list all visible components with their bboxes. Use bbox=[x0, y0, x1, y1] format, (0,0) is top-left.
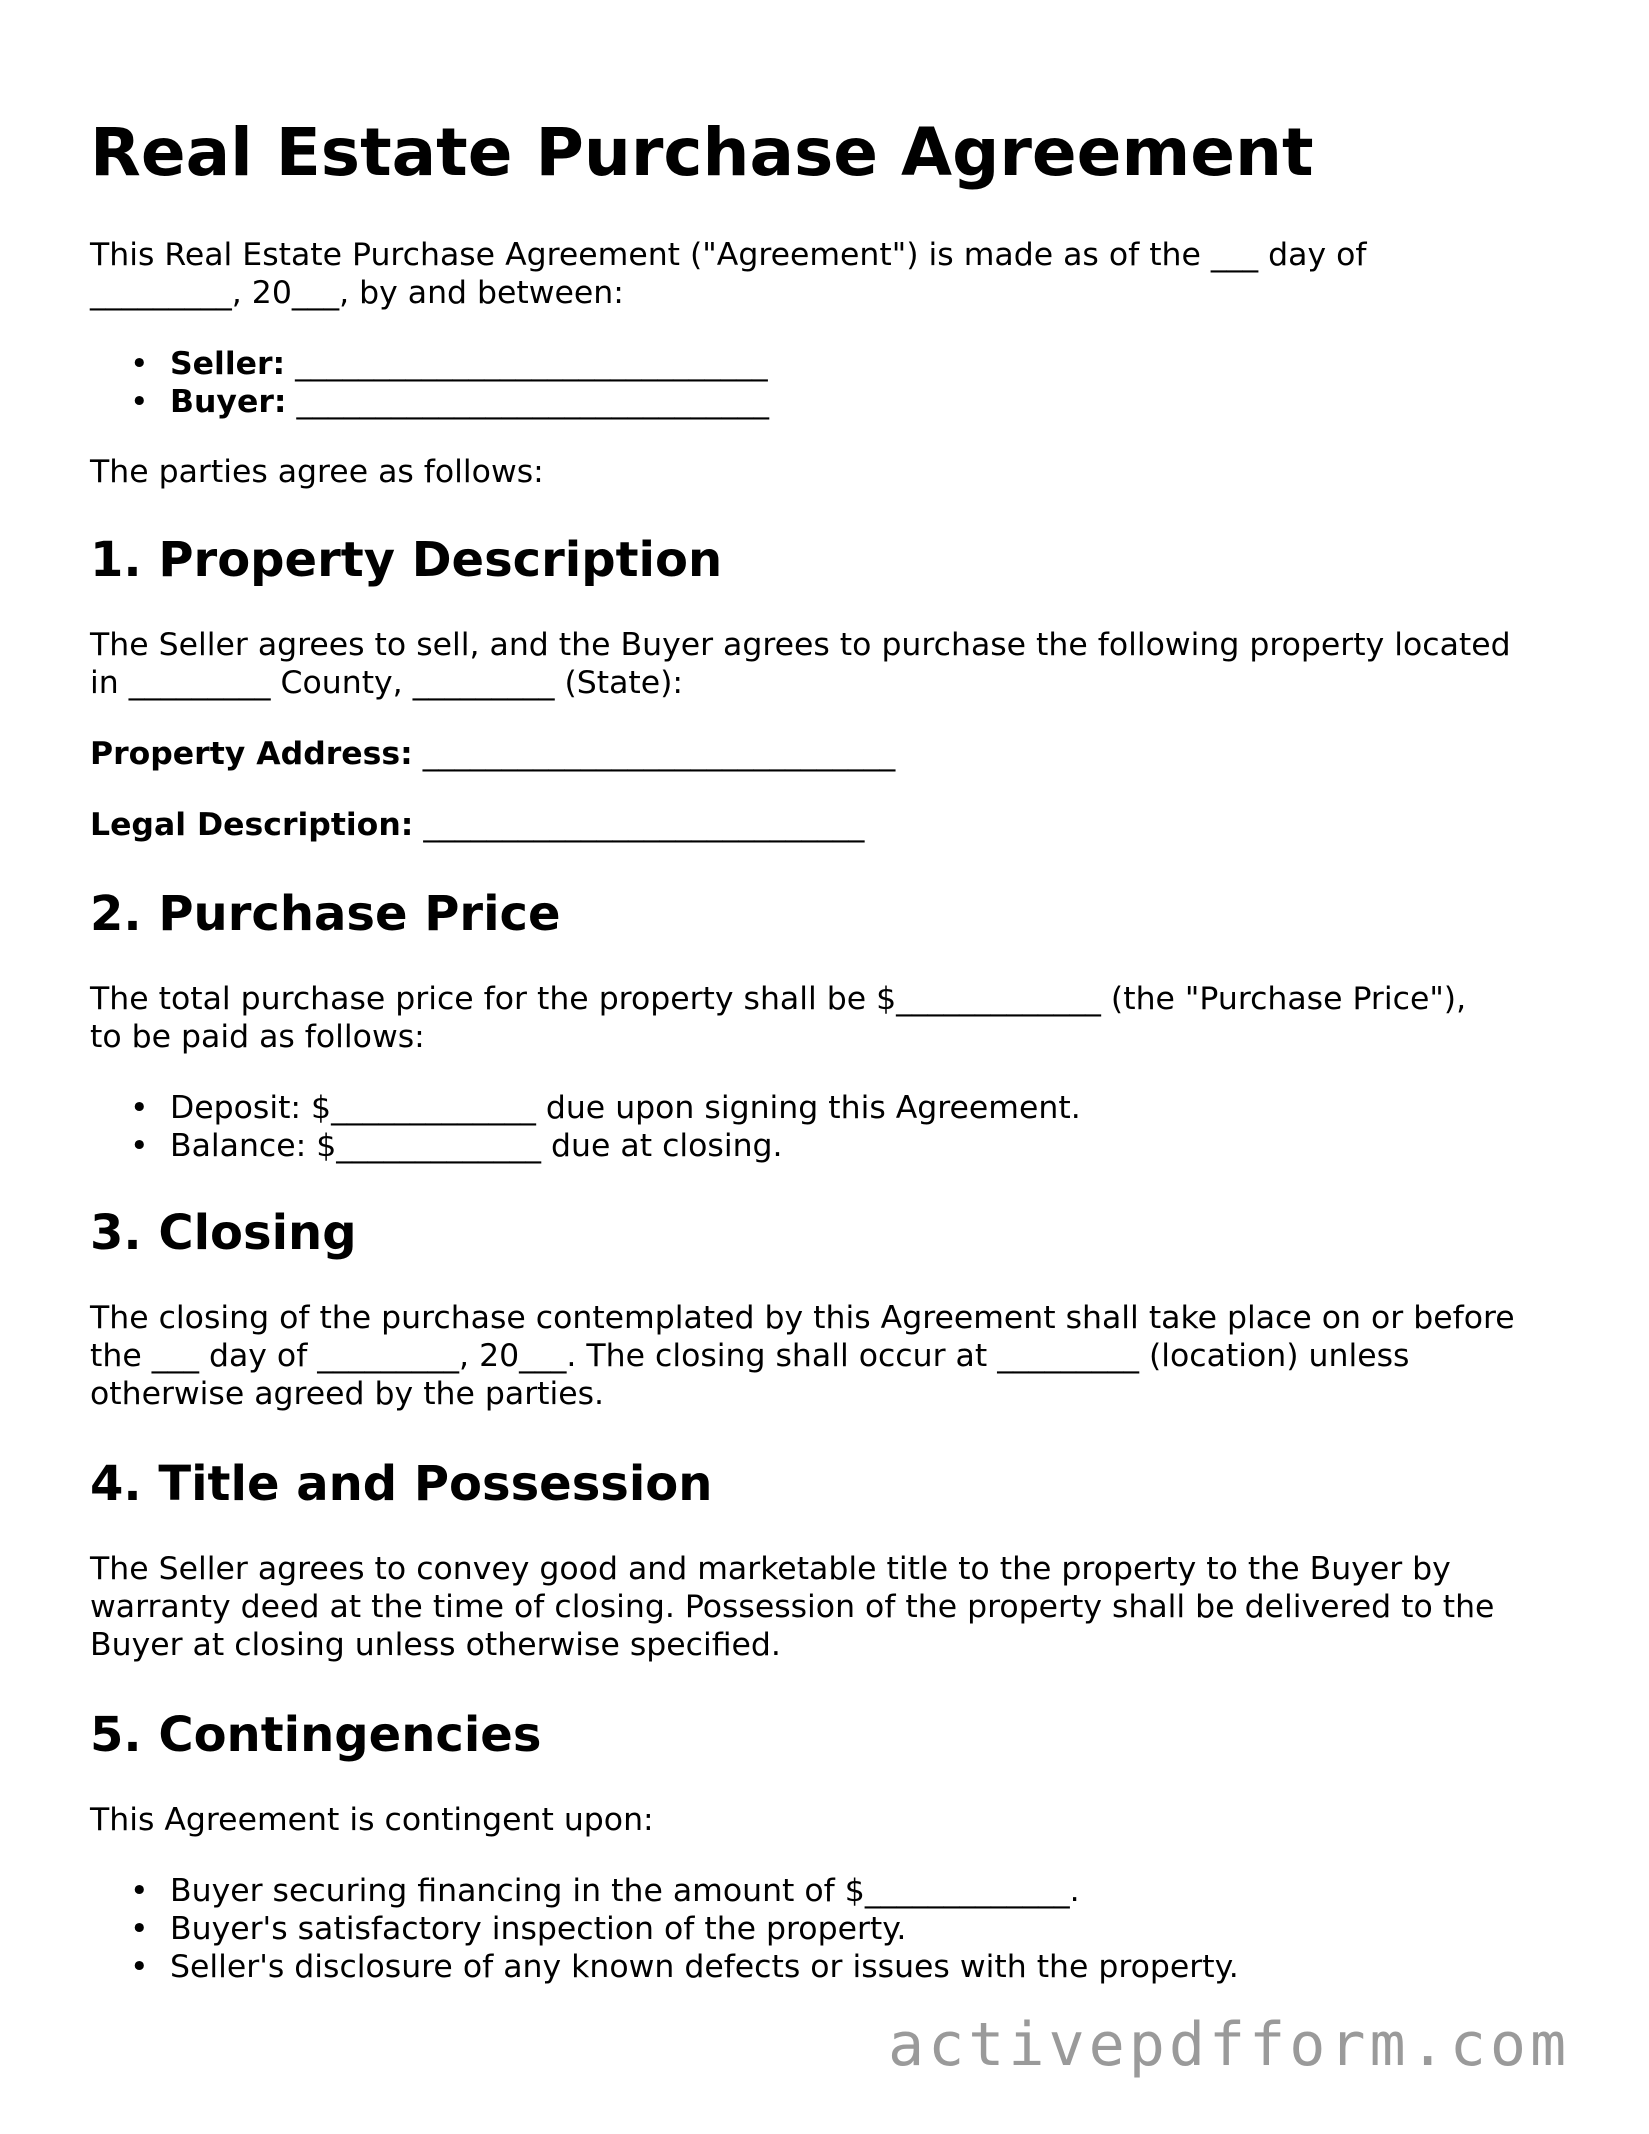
section-heading-price: 2. Purchase Price bbox=[90, 886, 561, 942]
page-title: Real Estate Purchase Agreement bbox=[90, 114, 1314, 191]
section-heading-title-possession: 4. Title and Possession bbox=[90, 1456, 713, 1512]
property-address-field bbox=[90, 735, 1570, 773]
party-seller-label: Seller: bbox=[170, 346, 286, 382]
closing-line: otherwise agreed by the parties. bbox=[90, 1376, 605, 1412]
price-payment-list bbox=[90, 1089, 1081, 1165]
closing-line: The closing of the purchase contemplated by this Agreement shall take place on or before bbox=[90, 1300, 1515, 1336]
closing-line: the ___ day of _________, 20___. The closing shall occur at _________ (location) unless bbox=[90, 1338, 1410, 1374]
section-heading-property: 1. Property Description bbox=[90, 532, 723, 588]
price-line: to be paid as follows: bbox=[90, 1019, 425, 1055]
closing-paragraph bbox=[90, 1299, 1570, 1413]
parties-list bbox=[90, 345, 769, 421]
title-possession-line: Buyer at closing unless otherwise specified. bbox=[90, 1627, 781, 1663]
list-item: • Deposit: $_____________ due upon signing this Agreement. bbox=[90, 1089, 1081, 1127]
property-address-blank: ______________________________ bbox=[412, 736, 896, 772]
section-heading-contingencies: 5. Contingencies bbox=[90, 1707, 542, 1763]
list-item: • Buyer's satisfactory inspection of the property. bbox=[90, 1910, 1239, 1948]
agree-text: The parties agree as follows: bbox=[90, 454, 544, 490]
intro-line: This Real Estate Purchase Agreement ("Agreement") is made as of the ___ day of bbox=[90, 237, 1367, 273]
party-buyer-label: Buyer: bbox=[170, 384, 287, 420]
property-line: in _________ County, _________ (State): bbox=[90, 665, 684, 701]
contingencies-intro: This Agreement is contingent upon: bbox=[90, 1802, 654, 1838]
property-line: The Seller agrees to sell, and the Buyer agrees to purchase the following property located bbox=[90, 627, 1511, 663]
title-possession-line: warranty deed at the time of closing. Possession of the property shall be delivered to the bbox=[90, 1589, 1495, 1625]
price-line: The total purchase price for the property shall be $_____________ (the "Purchase Price"), bbox=[90, 981, 1467, 1017]
intro-paragraph bbox=[90, 236, 1570, 312]
legal-description-label: Legal Description: bbox=[90, 807, 414, 843]
contingencies-list bbox=[90, 1872, 1239, 1986]
party-seller-blank: ______________________________ bbox=[285, 346, 768, 382]
title-possession-line: The Seller agrees to convey good and marketable title to the property to the Buyer by bbox=[90, 1551, 1451, 1587]
legal-description-blank: ____________________________ bbox=[413, 807, 865, 843]
list-item: • Seller's disclosure of any known defects or issues with the property. bbox=[90, 1948, 1239, 1986]
property-address-label: Property Address: bbox=[90, 736, 413, 772]
section-heading-closing: 3. Closing bbox=[90, 1205, 357, 1261]
list-item: • Balance: $_____________ due at closing. bbox=[90, 1127, 1081, 1165]
legal-description-field bbox=[90, 806, 1570, 844]
property-paragraph bbox=[90, 626, 1570, 702]
party-buyer-blank: ______________________________ bbox=[286, 384, 769, 420]
intro-line: _________, 20___, by and between: bbox=[90, 275, 624, 311]
party-seller bbox=[90, 345, 769, 383]
party-buyer bbox=[90, 383, 769, 421]
title-possession-paragraph bbox=[90, 1550, 1570, 1664]
list-item: • Buyer securing financing in the amount of $_____________. bbox=[90, 1872, 1239, 1910]
price-paragraph bbox=[90, 980, 1570, 1056]
watermark-text: activepdfform.com bbox=[888, 2010, 1571, 2080]
